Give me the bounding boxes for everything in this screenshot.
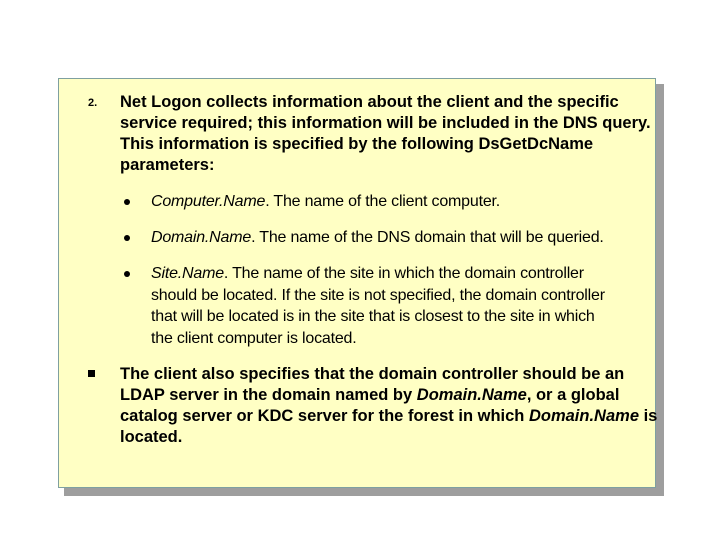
- dsgetdcname-term: DsGetDcName: [478, 135, 594, 153]
- item3-paragraph: The client also specifies that the domain controller should be an LDAP server in the domain named by Domain.Name, or a global catalog server or KDC server for the forest in which Domain.Name is located.: [120, 365, 658, 446]
- square-bullet: [88, 370, 95, 377]
- bullet-dot: [124, 271, 130, 277]
- bullet-dot: [124, 235, 130, 241]
- item2-line1: Net Logon collects information about the client and the specific: [120, 93, 619, 111]
- item-number-marker: 2.: [88, 97, 98, 109]
- bullet-dot: [124, 199, 130, 205]
- param-domain-name: Domain.Name. The name of the DNS domain that will be queried.: [151, 229, 604, 246]
- item2-line3: This information is specified by the following DsGetDcName: [120, 135, 594, 153]
- item2-line4: parameters:: [120, 156, 215, 174]
- param-computer-name: Computer.Name. The name of the client computer.: [151, 193, 501, 210]
- item2-line2: service required; this information will be included in the DNS query.: [120, 114, 651, 132]
- item2-paragraph: [120, 92, 660, 176]
- param-site-name: Site.Name. The name of the site in which the domain controller should be located. If the site is not specified, the domain controller that will be located is in the site that is closest to the site in which the client computer is located.: [151, 265, 605, 347]
